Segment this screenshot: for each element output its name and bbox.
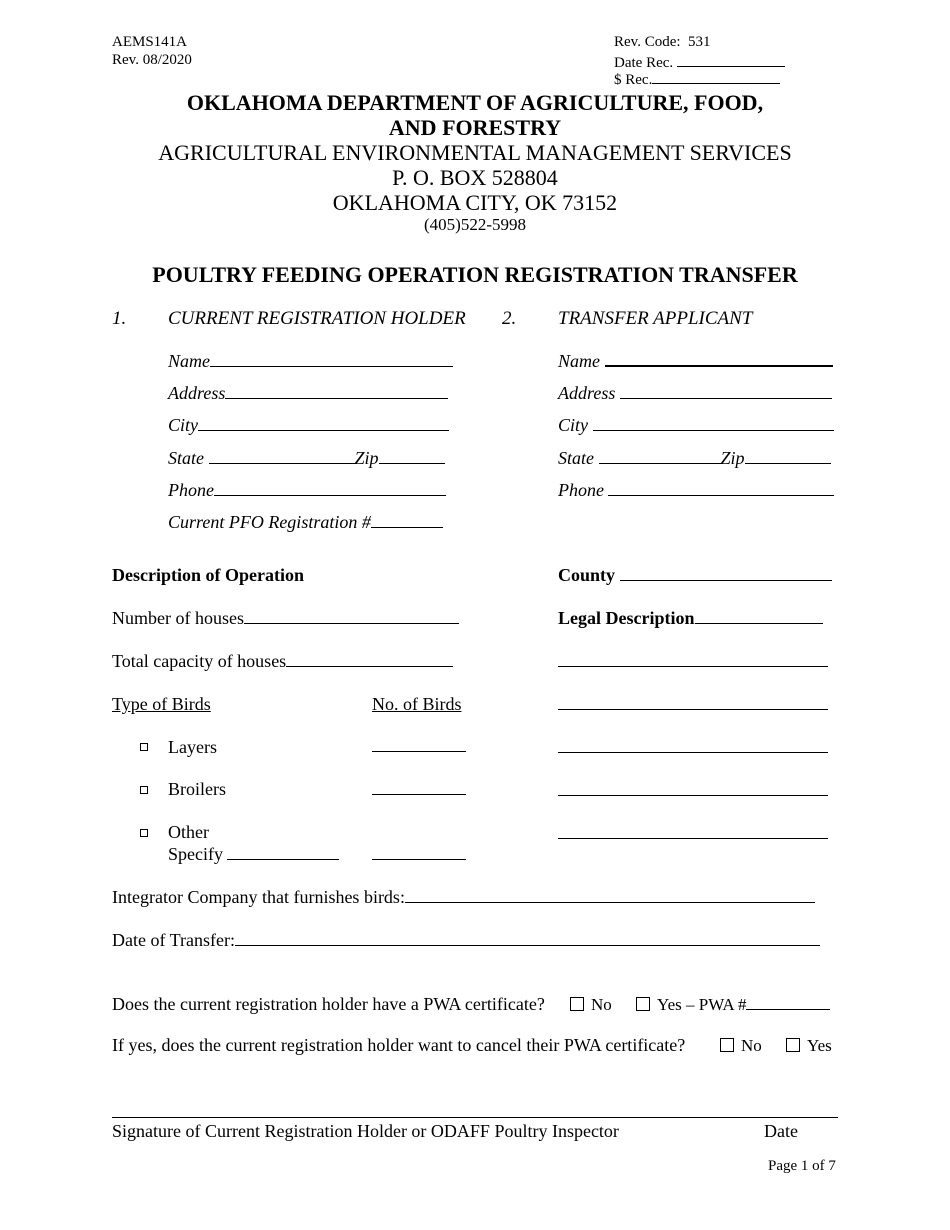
specify-line[interactable] <box>227 845 339 860</box>
holder-pfo-line[interactable] <box>371 513 443 528</box>
houses-field[interactable] <box>112 608 459 629</box>
holder-phone-field[interactable] <box>168 480 446 501</box>
applicant-name-line[interactable] <box>605 351 833 367</box>
cancel-no-label: No <box>741 1036 762 1055</box>
section1-heading: CURRENT REGISTRATION HOLDER <box>168 308 466 329</box>
holder-name-label: Name <box>168 351 210 371</box>
holder-phone-label: Phone <box>168 480 214 500</box>
form-title: POULTRY FEEDING OPERATION REGISTRATION TRANSFER <box>152 262 798 287</box>
county-field[interactable] <box>558 565 832 586</box>
broilers-checkbox[interactable] <box>140 786 148 794</box>
applicant-state-zip-field[interactable] <box>558 448 831 469</box>
agency-division: AGRICULTURAL ENVIRONMENTAL MANAGEMENT SERVICES <box>158 140 792 165</box>
rev-code-value: 531 <box>688 34 711 50</box>
applicant-name-label: Name <box>558 351 600 371</box>
integrator-label: Integrator Company that furnishes birds: <box>112 887 405 907</box>
agency-city-state-zip: OKLAHOMA CITY, OK 73152 <box>332 190 618 215</box>
integrator-field[interactable] <box>112 887 815 908</box>
layers-label: Layers <box>168 737 217 757</box>
broilers-count-line[interactable] <box>372 780 466 795</box>
agency-name-line1: OKLAHOMA DEPARTMENT OF AGRICULTURE, FOOD, <box>186 90 764 115</box>
layers-count-line[interactable] <box>372 737 466 752</box>
layers-checkbox[interactable] <box>140 743 148 751</box>
applicant-phone-field[interactable] <box>558 480 834 501</box>
holder-state-label: State <box>168 448 204 468</box>
bird-type-header: Type of Birds <box>112 694 211 714</box>
applicant-phone-label: Phone <box>558 480 604 500</box>
specify-field[interactable] <box>168 844 339 865</box>
form-code: AEMS141A <box>112 34 188 50</box>
holder-zip-line[interactable] <box>379 449 445 464</box>
county-label: County <box>558 565 616 585</box>
holder-address-label: Address <box>168 383 226 403</box>
applicant-zip-label: Zip <box>720 448 745 468</box>
other-checkbox[interactable] <box>140 829 148 837</box>
operation-heading: Description of Operation <box>112 565 304 585</box>
section1-number: 1. <box>112 308 127 329</box>
legal-description-line-2[interactable] <box>558 652 828 667</box>
applicant-city-label: City <box>558 415 588 435</box>
cancel-question: If yes, does the current registration holder want to cancel their PWA certificate? <box>112 1035 686 1055</box>
applicant-address-label: Address <box>558 383 616 403</box>
legal-description-field[interactable] <box>558 608 823 629</box>
signature-line[interactable] <box>112 1117 838 1118</box>
pwa-yes-checkbox[interactable] <box>636 997 650 1011</box>
applicant-city-line[interactable] <box>593 416 834 431</box>
money-rec-field[interactable] <box>614 69 780 89</box>
form-revision: Rev. 08/2020 <box>112 52 192 68</box>
section2-number: 2. <box>502 308 517 329</box>
houses-label: Number of houses <box>112 608 244 628</box>
integrator-line[interactable] <box>405 888 815 903</box>
other-count-line[interactable] <box>372 845 466 860</box>
applicant-name-field[interactable] <box>558 351 833 372</box>
pwa-no-checkbox[interactable] <box>570 997 584 1011</box>
section2-heading: TRANSFER APPLICANT <box>558 308 753 329</box>
holder-city-field[interactable] <box>168 415 449 436</box>
holder-name-field[interactable] <box>168 351 453 372</box>
holder-city-label: City <box>168 415 198 435</box>
cancel-yes-checkbox[interactable] <box>786 1038 800 1052</box>
agency-phone: (405)522-5998 <box>424 215 526 234</box>
applicant-state-label: State <box>558 448 594 468</box>
legal-description-line-4[interactable] <box>558 738 828 753</box>
applicant-phone-line[interactable] <box>608 481 834 496</box>
legal-description-label: Legal Description <box>558 608 695 628</box>
holder-zip-label: Zip <box>354 448 379 468</box>
capacity-field[interactable] <box>112 651 453 672</box>
date-rec-label: Date Rec. <box>614 55 674 71</box>
holder-address-line[interactable] <box>225 384 448 399</box>
rev-code <box>614 34 711 51</box>
applicant-state-line[interactable] <box>599 449 721 464</box>
holder-phone-line[interactable] <box>214 481 446 496</box>
applicant-zip-line[interactable] <box>745 449 831 464</box>
agency-name-line2: AND FORESTRY <box>388 115 562 140</box>
pwa-yes-label: Yes – PWA # <box>657 995 747 1014</box>
holder-city-line[interactable] <box>198 416 449 431</box>
legal-description-line-5[interactable] <box>558 781 828 796</box>
holder-pfo-field[interactable] <box>168 512 443 533</box>
legal-description-line[interactable] <box>695 609 823 624</box>
rev-code-label: Rev. Code: <box>614 34 681 50</box>
legal-description-line-6[interactable] <box>558 824 828 839</box>
broilers-label: Broilers <box>168 779 226 799</box>
agency-po-box: P. O. BOX 528804 <box>392 165 558 190</box>
holder-state-zip-field[interactable] <box>168 448 445 469</box>
date-rec-line[interactable] <box>677 52 785 67</box>
cancel-yes-label: Yes <box>807 1036 832 1055</box>
other-label: Other <box>168 822 209 842</box>
transfer-date-line[interactable] <box>235 931 820 946</box>
bird-count-header: No. of Birds <box>372 694 462 714</box>
capacity-label: Total capacity of houses <box>112 651 287 671</box>
holder-pfo-label: Current PFO Registration # <box>168 512 371 532</box>
pwa-yes-field[interactable] <box>657 995 830 1015</box>
pwa-no-label: No <box>591 995 612 1014</box>
signature-label: Signature of Current Registration Holder or ODAFF Poultry Inspector <box>112 1121 619 1141</box>
holder-name-line[interactable] <box>210 352 453 367</box>
cancel-no-checkbox[interactable] <box>720 1038 734 1052</box>
money-rec-line[interactable] <box>652 69 780 84</box>
transfer-date-label: Date of Transfer: <box>112 930 235 950</box>
page-number: Page 1 of 7 <box>768 1158 836 1174</box>
houses-line[interactable] <box>244 609 459 624</box>
pwa-question: Does the current registration holder have a PWA certificate? <box>112 994 545 1014</box>
specify-label: Specify <box>168 844 223 864</box>
holder-state-line[interactable] <box>209 449 355 464</box>
pwa-number-line[interactable] <box>746 995 830 1010</box>
signature-date-label: Date <box>764 1121 798 1141</box>
holder-address-field[interactable] <box>168 383 448 404</box>
legal-description-line-3[interactable] <box>558 695 828 710</box>
applicant-address-line[interactable] <box>620 384 832 399</box>
capacity-line[interactable] <box>286 652 453 667</box>
money-rec-label: $ Rec. <box>614 72 653 88</box>
applicant-city-field[interactable] <box>558 415 834 436</box>
transfer-date-field[interactable] <box>112 930 820 951</box>
applicant-address-field[interactable] <box>558 383 832 404</box>
county-line[interactable] <box>620 566 832 581</box>
